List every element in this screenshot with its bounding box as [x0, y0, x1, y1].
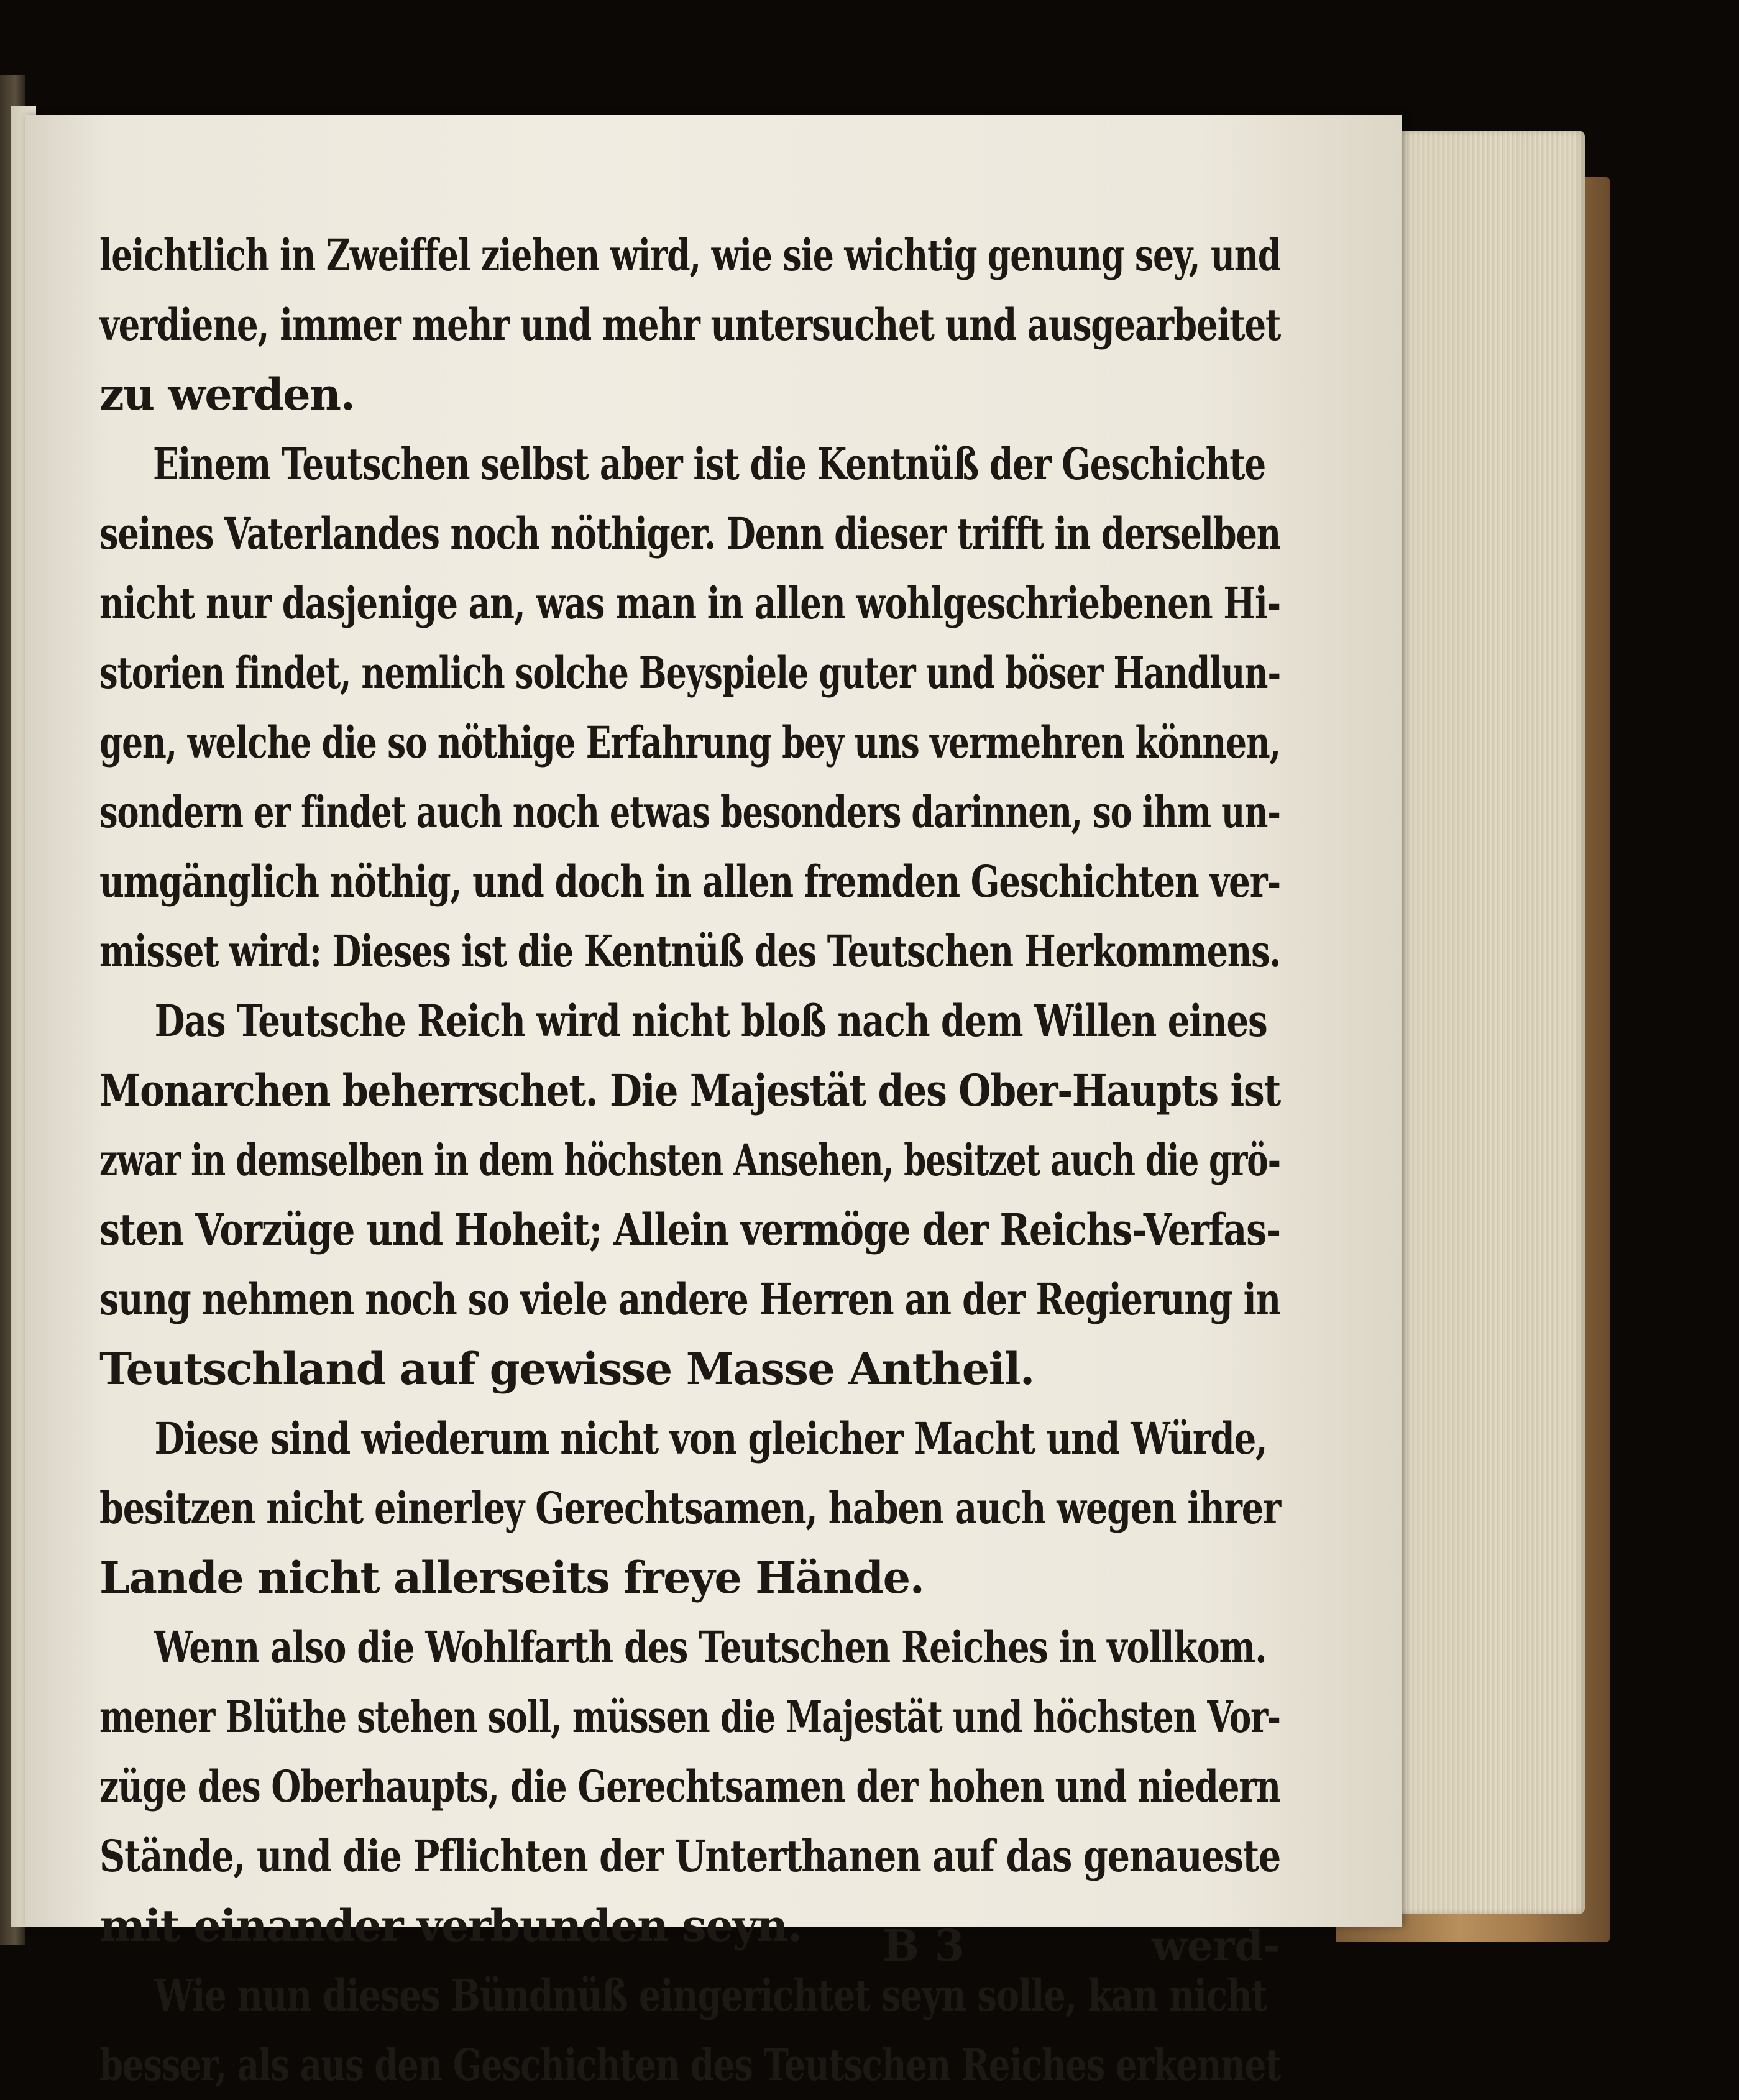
text-line: zwar in demselben in dem höchsten Ansehen, besitzet auch die grö- — [99, 1134, 1281, 1186]
text-line: gen, welche die so nöthige Erfahrung bey uns vermehren können, — [99, 717, 1281, 768]
text-line: züge des Oberhaupts, die Gerechtsamen der hohen und niedern — [99, 1761, 1280, 1812]
book-page — [25, 115, 1402, 2091]
text-line: verdiene, immer mehr und mehr untersuchet und ausgearbeitet — [99, 299, 1281, 351]
text-line: sung nehmen noch so viele andere Herren an der Regierung in — [99, 1273, 1280, 1325]
text-line: besser, als aus den Geschichten des Teutschen Reiches erkennet — [99, 2039, 1281, 2091]
paragraph-start-line: Wie nun dieses Bündnüß eingerichtet seyn solle, kan nicht — [154, 1969, 1267, 2021]
paragraph-start-line: Einem Teutschen selbst aber ist die Kentnüß der Geschichte — [152, 438, 1265, 490]
text-line: umgänglich nöthig, und doch in allen fremden Geschichten ver- — [99, 856, 1281, 907]
text-line: Teutschland auf gewisse Masse Antheil. — [99, 1343, 1034, 1395]
text-line: besitzen nicht einerley Gerechtsamen, haben auch wegen ihrer — [99, 1482, 1280, 1534]
signature-mark: B 3 — [883, 1920, 965, 1971]
page-text — [99, 221, 1280, 2100]
catchword: werd- — [1151, 1922, 1280, 1970]
page-footer — [99, 1911, 1280, 1981]
text-line: zu werden. — [99, 369, 355, 420]
text-line: sondern er findet auch noch etwas besonders darinnen, so ihm un- — [99, 786, 1280, 838]
text-line: mener Blüthe stehen soll, müssen die Majestät und höchsten Vor- — [99, 1691, 1280, 1743]
text-line: Stände, und die Pflichten der Unterthanen auf das genaueste — [99, 1830, 1281, 1882]
text-line: leichtlich in Zweiffel ziehen wird, wie sie wichtig genung sey, und — [99, 229, 1281, 281]
paragraph-start-line: Das Teutsche Reich wird nicht bloß nach dem Willen eines — [154, 995, 1267, 1047]
text-line: sten Vorzüge und Hoheit; Allein vermöge der Reichs-Verfas- — [99, 1204, 1281, 1255]
text-line: nicht nur dasjenige an, was man in allen wohlgeschriebenen Hi- — [99, 577, 1281, 629]
paragraph-start-line: Wenn also die Wohlfarth des Teutschen Reiches in vollkom. — [154, 1621, 1267, 1673]
text-line: Monarchen beherrschet. Die Majestät des Ober-Haupts ist — [99, 1065, 1280, 1116]
text-line: seines Vaterlandes noch nöthiger. Denn dieser trifft in derselben — [99, 508, 1281, 559]
text-line: storien findet, nemlich solche Beyspiele guter und böser Handlun- — [99, 647, 1281, 699]
paragraph-start-line: Diese sind wiederum nicht von gleicher Macht und Würde, — [154, 1413, 1267, 1464]
text-line: mit einander verbunden seyn. — [99, 1900, 802, 1951]
text-line: Lande nicht allerseits freye Hände. — [99, 1552, 924, 1603]
text-line: misset wird: Dieses ist die Kentnüß des Teutschen Herkommens. — [99, 925, 1281, 977]
